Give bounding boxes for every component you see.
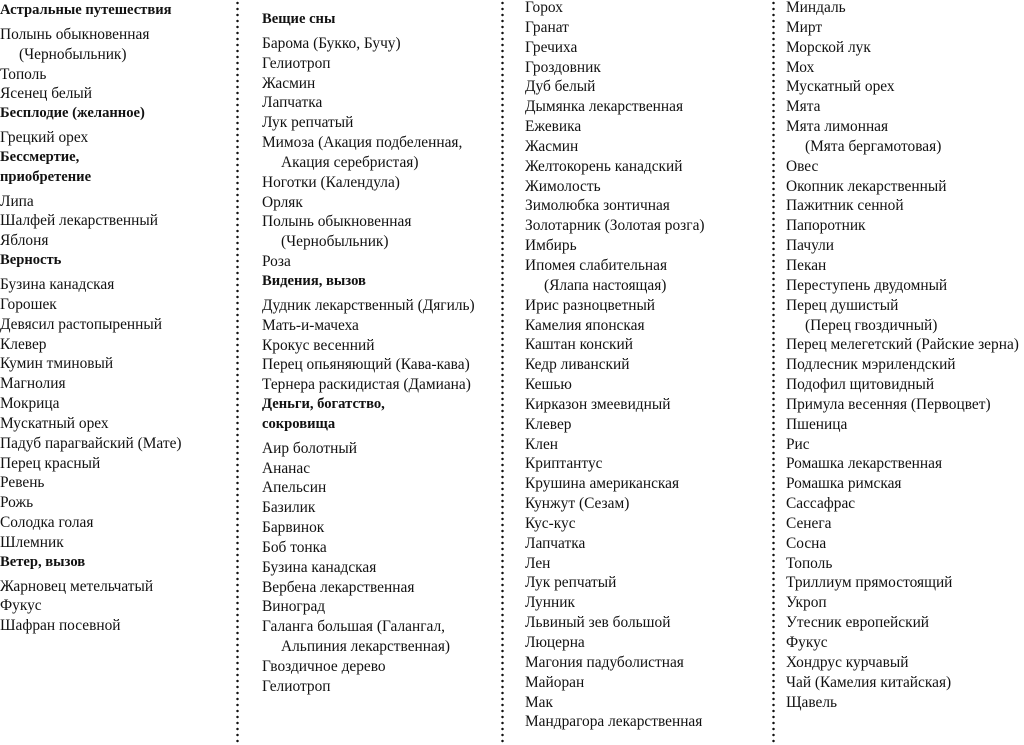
list-item-text: Щавель — [786, 693, 838, 711]
list-item — [0, 434, 232, 454]
section — [0, 104, 232, 148]
list-item — [525, 335, 770, 355]
list-item — [262, 538, 502, 558]
section-heading — [0, 148, 232, 188]
list-item — [786, 18, 1024, 38]
list-item — [786, 593, 1024, 613]
list-item-text: Лапчатка — [525, 534, 586, 552]
list-item — [262, 316, 502, 336]
list-item — [0, 374, 232, 394]
list-item-text: Перец красный — [0, 454, 101, 472]
list-item — [786, 296, 1024, 336]
list-item-text: Триллиум прямостоящий — [786, 574, 953, 592]
list-item — [525, 316, 770, 336]
list-item-text: Рис — [786, 435, 810, 453]
list-item-text: Кус-кус — [525, 514, 576, 532]
list-item — [262, 93, 502, 113]
list-item — [0, 596, 232, 616]
list-item — [262, 657, 502, 677]
list-item-text: Перец мелегетский (Райские зерна) — [786, 336, 1019, 354]
section — [786, 0, 1024, 712]
column-4 — [786, 0, 1024, 712]
list-item-text: Перец опьяняющий (Кава-кава) — [262, 356, 470, 374]
list-item — [786, 375, 1024, 395]
list-item — [525, 0, 770, 18]
list-item — [262, 113, 502, 133]
list-item-continuation: (Ялапа настоящая) — [544, 276, 667, 294]
list-item-text: Девясил растопыренный — [0, 315, 162, 333]
list-item — [525, 633, 770, 653]
list-item-continuation: (Чернобыльник) — [19, 45, 127, 63]
list-item-text: Полынь обыкновенная — [262, 213, 412, 231]
list-item — [262, 252, 502, 272]
list-item-text: Львиный зев большой — [525, 614, 671, 632]
list-item-text: Лук репчатый — [262, 114, 354, 132]
list-item-text: Крушина американская — [525, 475, 680, 493]
list-item-text: Виноград — [262, 598, 326, 616]
dotted-divider — [236, 0, 239, 745]
list-item-text: Жарновец метельчатый — [0, 577, 154, 595]
section-heading — [0, 553, 232, 573]
list-item-text: Ананас — [262, 459, 311, 477]
list-item — [786, 613, 1024, 633]
list-item-text: Мандрагора лекарственная — [525, 713, 703, 731]
list-item-text: Сосна — [786, 534, 827, 552]
list-item-text: Подлесник мэрилендский — [786, 356, 956, 374]
list-item-text: Дудник лекарственный (Дягиль) — [262, 296, 475, 314]
list-item — [525, 296, 770, 316]
list-item-text: Фукус — [0, 597, 42, 615]
list-item-text: Мох — [786, 58, 815, 76]
list-item-text: Крокус весенний — [262, 336, 375, 354]
list-item-text: Магония падуболистная — [525, 653, 684, 671]
list-item — [0, 493, 232, 513]
list-item — [525, 415, 770, 435]
list-item — [786, 236, 1024, 256]
list-item-text: Хондрус курчавый — [786, 653, 909, 671]
list-item — [262, 212, 502, 252]
dotted-divider — [501, 0, 504, 745]
list-item-text: Желтокорень канадский — [525, 157, 683, 175]
list-item-text: Клевер — [525, 415, 572, 433]
list-item — [525, 256, 770, 296]
list-item — [525, 38, 770, 58]
list-item — [262, 173, 502, 193]
list-item-text: Примула весенняя (Первоцвет) — [786, 395, 991, 413]
list-item-continuation: (Перец гвоздичный) — [805, 316, 938, 334]
list-item — [262, 578, 502, 598]
list-item — [786, 534, 1024, 554]
list-item-text: Барома (Букко, Бучу) — [262, 34, 401, 52]
list-item — [525, 137, 770, 157]
list-item — [0, 533, 232, 553]
list-item — [0, 65, 232, 85]
list-item — [525, 534, 770, 554]
list-item — [525, 375, 770, 395]
list-item-text: Пачули — [786, 237, 835, 255]
list-item-text: Шафран посевной — [0, 617, 121, 635]
list-item — [525, 117, 770, 137]
list-item-text: Барвинок — [262, 519, 325, 537]
list-item-text: Шлемник — [0, 533, 64, 551]
list-item-text: Ипомея слабительная — [525, 256, 668, 274]
list-item-text: Мокрица — [0, 395, 60, 413]
column-3 — [525, 0, 770, 732]
list-item-text: Криптантус — [525, 455, 603, 473]
section-heading-text: Астральные путешествия — [0, 2, 172, 18]
list-item — [786, 693, 1024, 713]
list-item-text: Гранат — [525, 18, 569, 36]
list-item — [525, 77, 770, 97]
section — [0, 1, 232, 104]
list-item-text: Мускатный орех — [786, 78, 895, 96]
list-item-text: Миндаль — [786, 0, 846, 16]
list-item — [525, 58, 770, 78]
list-item-text: Яблоня — [0, 232, 49, 250]
list-item-continuation: Альпиния лекарственная) — [281, 638, 451, 656]
list-item — [262, 193, 502, 213]
list-item — [786, 38, 1024, 58]
list-item-text: Жасмин — [525, 137, 579, 155]
list-item — [0, 354, 232, 374]
list-item-text: Жимолость — [525, 177, 601, 195]
list-item — [786, 335, 1024, 355]
list-item-text: Имбирь — [525, 237, 577, 255]
list-item-text: Дуб белый — [525, 78, 596, 96]
list-item — [786, 276, 1024, 296]
list-item — [262, 296, 502, 316]
list-item — [525, 157, 770, 177]
list-item-text: Перец душистый — [786, 296, 899, 314]
list-item-text: Овес — [786, 157, 819, 175]
list-item-continuation: Акация серебристая) — [281, 153, 419, 171]
list-item — [0, 211, 232, 231]
list-item — [786, 97, 1024, 117]
list-item — [262, 355, 502, 375]
list-item — [525, 355, 770, 375]
list-item-text: Мать-и-мачеха — [262, 316, 359, 334]
list-item — [786, 435, 1024, 455]
list-item — [525, 573, 770, 593]
list-item-text: Кедр ливанский — [525, 356, 630, 374]
list-item — [786, 0, 1024, 18]
list-item-text: Горошек — [0, 295, 57, 313]
section-heading-text: Бесплодие (желанное) — [0, 105, 145, 122]
list-item — [786, 494, 1024, 514]
list-item — [525, 18, 770, 38]
section-heading-text-line2: сокровища — [262, 415, 336, 432]
list-item — [0, 128, 232, 148]
list-item — [525, 494, 770, 514]
list-item — [262, 375, 502, 395]
list-item — [525, 673, 770, 693]
list-item-text: Пшеница — [786, 415, 848, 433]
list-item — [262, 597, 502, 617]
list-item-text: Гелиотроп — [262, 54, 331, 72]
list-item-text: Лунник — [525, 594, 575, 612]
list-item-text: Тополь — [0, 65, 47, 83]
section — [262, 10, 502, 272]
section — [525, 0, 770, 732]
list-item — [786, 395, 1024, 415]
list-item — [262, 74, 502, 94]
list-item-text: Сассафрас — [786, 495, 856, 513]
list-item — [786, 256, 1024, 276]
list-item-text: Утесник европейский — [786, 614, 930, 632]
list-item — [786, 474, 1024, 494]
list-item — [0, 513, 232, 533]
list-item — [525, 554, 770, 574]
list-item-text: Сенега — [786, 514, 832, 532]
list-item — [786, 554, 1024, 574]
list-item — [262, 478, 502, 498]
list-item-continuation: (Чернобыльник) — [281, 233, 389, 251]
list-item — [786, 216, 1024, 236]
list-item-text: Окопник лекарственный — [786, 177, 947, 195]
list-item-text: Пажитник сенной — [786, 197, 904, 215]
list-item — [525, 216, 770, 236]
list-item-text: Ромашка лекарственная — [786, 455, 943, 473]
list-item-text: Камелия японская — [525, 316, 645, 334]
list-item-text: Мята — [786, 98, 821, 116]
section-heading-text: Деньги, богатство, — [262, 396, 385, 413]
list-item — [0, 231, 232, 251]
section-heading — [0, 251, 232, 271]
list-item-text: Лук репчатый — [525, 574, 617, 592]
list-item-text: Падуб парагвайский (Мате) — [0, 434, 182, 452]
list-item — [262, 677, 502, 697]
list-item — [525, 454, 770, 474]
list-item-text: Тополь — [786, 554, 833, 572]
list-item — [0, 275, 232, 295]
dotted-divider — [772, 0, 775, 745]
list-item — [0, 394, 232, 414]
section-heading-text: Видения, вызов — [262, 272, 366, 289]
section-heading — [0, 104, 232, 124]
list-item — [262, 558, 502, 578]
list-item — [0, 335, 232, 355]
list-item — [525, 514, 770, 534]
column-1 — [0, 0, 232, 636]
list-item — [525, 236, 770, 256]
section — [262, 272, 502, 395]
list-item — [525, 693, 770, 713]
list-item — [525, 653, 770, 673]
list-item-text: Солодка голая — [0, 514, 94, 532]
section — [262, 395, 502, 697]
list-item-text: Майоран — [525, 673, 585, 691]
list-item-text: Гвоздичное дерево — [262, 658, 386, 675]
list-item-text: Каштан конский — [525, 336, 633, 354]
list-item-text: Бузина канадская — [0, 275, 115, 293]
list-item-text: Гелиотроп — [262, 677, 331, 695]
list-item-text: Шалфей лекарственный — [0, 212, 158, 230]
section-heading — [0, 1, 232, 21]
list-item — [0, 84, 232, 104]
list-item — [262, 54, 502, 74]
list-item — [786, 77, 1024, 97]
list-item — [786, 415, 1024, 435]
list-item — [262, 336, 502, 356]
list-item — [0, 315, 232, 335]
list-item — [525, 395, 770, 415]
list-item-text: Клен — [525, 435, 559, 453]
list-item-text: Переступень двудомный — [786, 276, 948, 294]
list-item-text: Тернера раскидистая (Дамиана) — [262, 376, 471, 394]
list-item-text: Чай (Камелия китайская) — [786, 673, 952, 691]
list-item-text: Грецкий орех — [0, 129, 89, 147]
list-item-text: Магнолия — [0, 375, 66, 393]
list-item-text: Мята лимонная — [786, 118, 889, 136]
list-item-text: Кунжут (Сезам) — [525, 495, 630, 513]
list-item — [262, 617, 502, 657]
list-item-continuation: (Мята бергамотовая) — [805, 137, 942, 155]
list-item-text: Липа — [0, 192, 34, 210]
list-item — [0, 616, 232, 636]
list-item-text: Горох — [525, 0, 563, 16]
list-item — [0, 192, 232, 212]
list-item — [525, 177, 770, 197]
column-2 — [262, 10, 502, 697]
list-item-text: Галанга большая (Галангал, — [262, 618, 446, 636]
list-item-text: Лен — [525, 554, 551, 572]
list-item-text: Пекан — [786, 256, 827, 274]
list-item — [262, 518, 502, 538]
section-heading-text: Вещие сны — [262, 11, 336, 27]
list-item-text: Лапчатка — [262, 94, 323, 112]
list-item — [786, 117, 1024, 157]
list-item — [525, 97, 770, 117]
section — [0, 553, 232, 636]
list-item-text: Орляк — [262, 193, 303, 211]
section — [0, 251, 232, 553]
list-item-text: Золотарник (Золотая розга) — [525, 217, 705, 235]
list-item — [525, 196, 770, 216]
list-item-text: Роза — [262, 253, 291, 271]
list-item-text: Боб тонка — [262, 538, 327, 556]
list-item — [786, 653, 1024, 673]
list-item — [786, 177, 1024, 197]
section-heading-text-line2: приобретение — [0, 168, 92, 185]
list-item-text: Морской лук — [786, 38, 871, 56]
list-item — [262, 133, 502, 173]
list-item — [262, 34, 502, 54]
list-item — [786, 355, 1024, 375]
list-item-text: Гроздовник — [525, 58, 601, 76]
list-item — [786, 673, 1024, 693]
section-heading — [262, 10, 502, 30]
list-item-text: Мускатный орех — [0, 414, 109, 432]
section-heading — [262, 395, 502, 435]
section-heading-text: Верность — [0, 252, 62, 269]
list-item-text: Фукус — [786, 634, 828, 651]
list-item — [786, 157, 1024, 177]
list-item — [0, 414, 232, 434]
list-item-text: Гречиха — [525, 38, 578, 56]
list-item-text: Рожь — [0, 494, 34, 512]
section-heading — [262, 272, 502, 292]
list-item-text: Аир болотный — [262, 439, 357, 457]
list-item — [262, 459, 502, 479]
list-item-text: Люцерна — [525, 634, 585, 651]
list-item-text: Ноготки (Календула) — [262, 173, 400, 191]
list-item-text: Мимоза (Акация подбеленная, — [262, 134, 463, 152]
list-item-text: Полынь обыкновенная — [0, 25, 150, 43]
list-item — [525, 593, 770, 613]
list-item-text: Папоротник — [786, 217, 866, 235]
list-item — [786, 196, 1024, 216]
list-item — [0, 454, 232, 474]
list-item — [786, 58, 1024, 78]
list-item-text: Укроп — [786, 594, 827, 612]
list-item — [786, 454, 1024, 474]
list-item — [0, 473, 232, 493]
list-item-text: Ежевика — [525, 118, 582, 136]
list-item-text: Ревень — [0, 474, 45, 492]
list-item — [786, 633, 1024, 653]
section — [0, 148, 232, 251]
list-item — [525, 474, 770, 494]
list-item-text: Жасмин — [262, 74, 316, 92]
list-item-text: Ясенец белый — [0, 85, 92, 103]
list-item — [525, 712, 770, 732]
list-item-text: Дымянка лекарственная — [525, 98, 684, 116]
list-item — [262, 498, 502, 518]
list-item — [0, 577, 232, 597]
list-item-text: Мак — [525, 693, 553, 711]
list-item-text: Апельсин — [262, 479, 327, 497]
list-item — [786, 514, 1024, 534]
section-heading-text: Ветер, вызов — [0, 553, 86, 570]
list-item-text: Бузина канадская — [262, 558, 377, 576]
list-item-text: Подофил щитовидный — [786, 376, 935, 394]
list-item-text: Кумин тминовый — [0, 355, 114, 373]
list-item-text: Зимолюбка зонтичная — [525, 197, 670, 215]
list-item — [0, 25, 232, 65]
list-item — [786, 573, 1024, 593]
list-item-text: Клевер — [0, 335, 47, 353]
section-heading-text: Бессмертие, — [0, 148, 80, 165]
list-item-text: Мирт — [786, 18, 823, 36]
list-item — [0, 295, 232, 315]
list-item — [525, 613, 770, 633]
list-item-text: Ромашка римская — [786, 475, 902, 493]
list-item-text: Кирказон змеевидный — [525, 395, 671, 413]
list-item-text: Кешью — [525, 376, 572, 394]
list-item-text: Вербена лекарственная — [262, 578, 415, 596]
list-item-text: Ирис разноцветный — [525, 296, 656, 314]
list-item-text: Базилик — [262, 499, 316, 517]
list-item — [262, 439, 502, 459]
list-item — [525, 435, 770, 455]
